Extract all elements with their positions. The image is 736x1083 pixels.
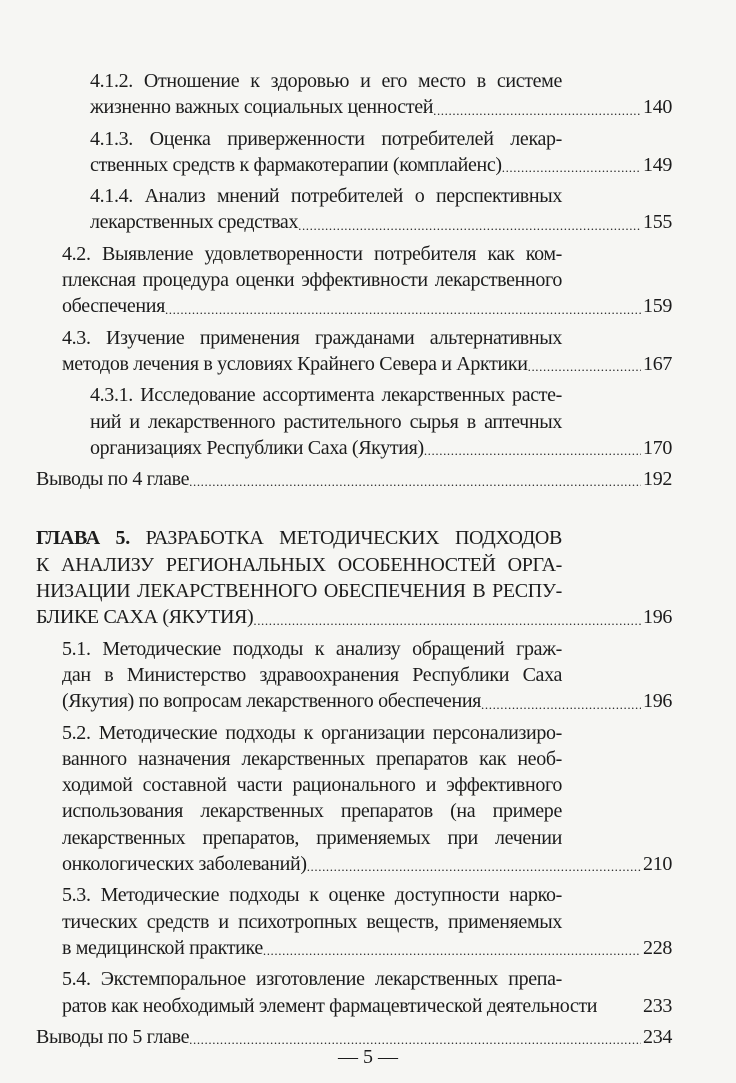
dot-leader — [433, 101, 641, 121]
toc-entry-line — [62, 966, 672, 992]
toc-entry — [0, 636, 672, 715]
toc-entry-text: 5.2. Методические подходы к организации персонализиро- — [62, 721, 562, 744]
toc-entry-line — [62, 325, 672, 351]
toc-entry-text: жизненно важных социальных ценностей — [90, 96, 434, 119]
toc-entry-line — [62, 688, 672, 714]
toc-entry — [0, 68, 672, 121]
toc-entry-line — [62, 825, 672, 851]
toc-entry-text: 4.1.4. Анализ мнений потребителей о перспективных — [90, 185, 562, 208]
toc-entry-text: дан в Министерство здравоохранения Республики Саха — [62, 663, 562, 686]
toc-entry-line — [62, 746, 672, 772]
toc-entry — [0, 720, 672, 878]
toc-entry-line — [62, 636, 672, 662]
toc-page-number: 210 — [643, 853, 672, 876]
toc-page-number: 192 — [643, 468, 672, 491]
toc-entry-text: ственных средств к фармакотерапии (комплайенс) — [90, 153, 502, 176]
toc-entry-line — [36, 552, 672, 578]
chapter-title: РАЗРАБОТКА МЕТОДИЧЕСКИХ ПОДХОДОВ — [129, 527, 562, 550]
toc-entry-text: плексная процедура оценки эффективности лекарственного — [62, 269, 562, 292]
toc-entry — [0, 882, 672, 961]
toc-entry-text: 5.4. Экстемпоральное изготовление лекарственных препа- — [62, 968, 562, 991]
toc-entry — [0, 325, 672, 378]
toc-entry-text: 4.3.1. Исследование ассортимента лекарственных расте- — [90, 384, 562, 407]
toc-entry-text: НИЗАЦИИ ЛЕКАРСТВЕННОГО ОБЕСПЕЧЕНИЯ В РЕСПУ- — [36, 580, 562, 603]
toc-entry-line — [62, 351, 672, 377]
toc-entry-line — [62, 882, 672, 908]
table-of-contents — [0, 63, 736, 1050]
toc-entry-line — [90, 209, 672, 235]
dot-leader — [253, 611, 641, 631]
toc-entry-text: 4.1.2. Отношение к здоровью и его место в системе — [90, 70, 562, 92]
toc-entry-line — [62, 267, 672, 293]
toc-entry-text: Выводы по 4 главе — [36, 468, 190, 491]
toc-entry-line — [90, 435, 672, 461]
toc-entry-text: обеспечения — [62, 295, 165, 318]
toc-entry-line — [90, 409, 672, 435]
toc-entry-text: ний и лекарственного растительного сырья в аптечных — [90, 410, 562, 433]
toc-entry-text: 4.3. Изучение применения гражданами альтернативных — [62, 326, 562, 349]
toc-page-number: 167 — [643, 352, 672, 375]
toc-entry-line — [90, 68, 672, 94]
toc-entry-text: 4.1.3. Оценка приверженности потребителей лекар- — [90, 127, 562, 150]
toc-entry-text: использования лекарственных препаратов (на примере — [62, 800, 562, 823]
dot-leader — [165, 300, 641, 320]
toc-entry-text: ходимой составной части рационального и эффективного — [62, 774, 562, 797]
toc-page-number: 170 — [643, 436, 672, 459]
toc-entry-line — [90, 382, 672, 408]
toc-entry-text: ратов как необходимый элемент фармацевтической деятельности — [62, 994, 598, 1017]
toc-entry-line — [90, 183, 672, 209]
toc-entry-line — [62, 993, 672, 1019]
toc-entry-line — [36, 578, 672, 604]
toc-entry-text: 5.3. Методические подходы к оценке доступности нарко- — [62, 884, 562, 907]
dot-leader — [481, 695, 641, 715]
toc-entry-line — [90, 94, 672, 120]
toc-entry-text: методов лечения в условиях Крайнего Севера и Арктики — [62, 352, 528, 375]
toc-entry-line — [62, 293, 672, 319]
chapter-label: ГЛАВА 5. — [36, 527, 130, 550]
dot-leader — [528, 357, 641, 377]
toc-entry-line — [90, 152, 672, 178]
toc-entry-line — [62, 935, 672, 961]
toc-entry — [0, 183, 672, 236]
toc-page-number: 196 — [643, 690, 672, 713]
dot-leader — [189, 472, 641, 492]
toc-entry-text: организациях Республики Саха (Якутия) — [90, 436, 424, 459]
dot-leader — [307, 857, 641, 877]
toc-entry — [0, 466, 672, 492]
toc-entry-line — [62, 909, 672, 935]
toc-entry-text: Выводы по 5 главе — [36, 1025, 190, 1048]
toc-entry — [0, 966, 672, 1019]
toc-entry-text: К АНАЛИЗУ РЕГИОНАЛЬНЫХ ОСОБЕННОСТЕЙ ОРГА- — [36, 553, 562, 576]
toc-page-number: 234 — [643, 1025, 672, 1048]
dot-leader — [298, 216, 641, 236]
toc-entry-line — [62, 772, 672, 798]
toc-entry-text: 5.1. Методические подходы к анализу обращений граж- — [62, 637, 562, 660]
toc-entry — [0, 525, 672, 630]
toc-entry — [0, 382, 672, 461]
page-number: — 5 — — [338, 1046, 398, 1068]
toc-entry-line — [62, 720, 672, 746]
toc-page-number: 159 — [643, 295, 672, 318]
toc-entry-text: 4.2. Выявление удовлетворенности потребителя как ком- — [62, 242, 562, 265]
toc-entry-line — [36, 604, 672, 630]
toc-page-number: 228 — [643, 936, 672, 959]
dot-leader — [263, 941, 641, 961]
toc-entry-text: в медицинской практике — [62, 936, 263, 959]
toc-entry-line — [62, 662, 672, 688]
toc-entry-line — [36, 525, 672, 551]
toc-entry-text: лекарственных средствах — [90, 211, 299, 234]
toc-entry-text: (Якутия) по вопросам лекарственного обеспечения — [62, 690, 482, 713]
toc-page-number: 196 — [643, 606, 672, 629]
toc-entry-text: онкологических заболеваний) — [62, 853, 307, 876]
toc-entry-text: тических средств и психотропных веществ, применяемых — [62, 910, 562, 933]
toc-entry-text: лекарственных препаратов, применяемых при лечении — [62, 826, 562, 849]
toc-entry — [0, 126, 672, 179]
toc-entry-line — [62, 851, 672, 877]
toc-page-number: 140 — [643, 96, 672, 119]
toc-page-number: 149 — [643, 153, 672, 176]
toc-entry — [0, 241, 672, 320]
dot-leader — [502, 158, 641, 178]
toc-entry-line — [90, 126, 672, 152]
toc-page-number: 233 — [643, 994, 672, 1017]
toc-entry-line — [36, 466, 672, 492]
toc-entry-line — [62, 798, 672, 824]
toc-entry-line — [62, 241, 672, 267]
toc-entry-text: БЛИКЕ САХА (ЯКУТИЯ) — [36, 606, 254, 629]
toc-entry-text: ванного назначения лекарственных препаратов как необ- — [62, 747, 562, 770]
toc-page-number: 155 — [643, 211, 672, 234]
dot-leader — [424, 441, 641, 461]
toc-entry-text — [36, 527, 562, 549]
